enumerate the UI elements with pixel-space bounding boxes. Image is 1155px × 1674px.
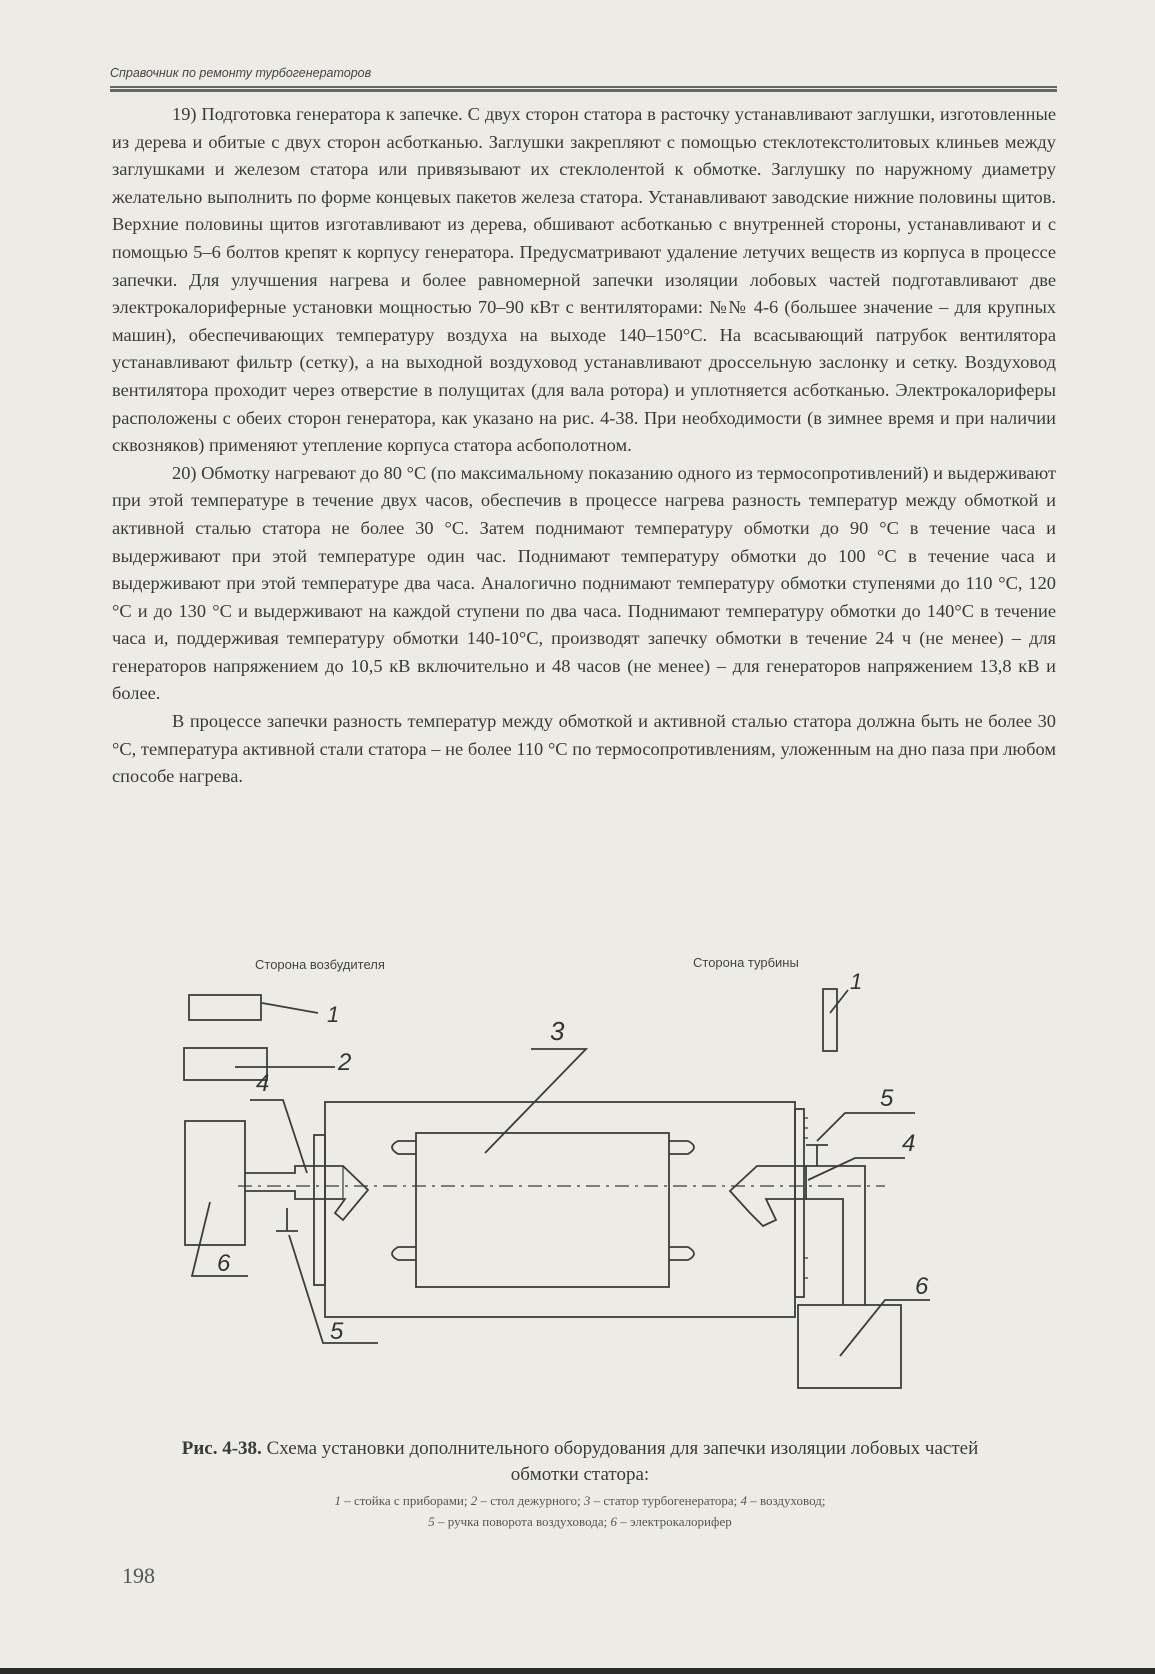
legend-text: – статор турбогенератора; xyxy=(590,1493,741,1508)
label-6-left: 6 xyxy=(217,1250,231,1277)
installation-diagram xyxy=(180,958,1000,1428)
legend-num: 4 xyxy=(740,1493,747,1508)
paragraph: 20) Обмотку нагревают до 80 °С (по максимальному показанию одного из термосопротивлений) и выдерживают при этой температуре в течение двух часов, обеспечив в процессе нагрева разность температур между обмоткой и активной сталью статора не более 30 °С. Затем поднимают температуру обмотки до 90 °С в течение часа и выдерживают при этой температуре один час. Поднимают температуру обмотки до 100 °С в течение часа и выдерживают при этой температуре два часа. Аналогично поднимают температуру обмотки ступенями до 110 °С, 120 °С и до 130 °С и выдерживают на каждой ступени по два часа. Поднимают температуру обмотки до 140°С в течение часа и, поддерживая температуру обмотки 140-10°С, производят запечку обмотки в течение 24 ч (не менее) – для генераторов напряжением до 10,5 кВ включительно и 48 часов (не менее) – для генераторов напряжением 13,8 кВ и более. xyxy=(112,462,1056,704)
instrument-stand-right xyxy=(823,989,837,1051)
leader-line xyxy=(840,1300,930,1356)
leader-line xyxy=(830,990,848,1013)
legend-text: – ручка поворота воздуховода; xyxy=(434,1514,611,1529)
instrument-stand-left xyxy=(189,995,261,1020)
legend-num: 2 xyxy=(470,1493,478,1508)
legend-num: 5 xyxy=(428,1514,435,1529)
page-number: 198 xyxy=(122,1563,155,1588)
stator-lug xyxy=(392,1247,416,1260)
label-6-right: 6 xyxy=(915,1273,929,1300)
figure-caption-text: Схема установки дополнительного оборудования для запечки изоляции лобовых частей обмотки статора: xyxy=(266,1438,979,1485)
stator-lug xyxy=(669,1247,694,1260)
legend-text: – воздуховод; xyxy=(746,1493,826,1508)
legend-text: – электрокалорифер xyxy=(616,1514,732,1529)
paragraph: 19) Подготовка генератора к запечке. С двух сторон статора в расточку устанавливают заглушки, изготовленные из дерева и обитые с двух сторон асботканью. Заглушки закрепляют с помощью стеклотекстолитовых клиньев между заглушками и железом статора или привязывают их стеклолентой к обмотке. Заглушку по наружному диаметру желательно выполнить по форме концевых пакетов железа статора. Устанавливают заводские нижние половины щитов. Верхние половины щитов изготавливают из дерева, обшивают асботканью с внутренней стороны, устанавливают и с помощью 5–6 болтов крепят к корпусу генератора. Предусматривают удаление летучих веществ из корпуса в процессе запечки. Для улучшения нагрева и более равномерной запечки изоляции лобовых частей подготавливают две электрокалориферные установки мощностью 70–90 кВт с вентиляторами: №№ 4-6 (большее значение – для крупных машин), обеспечивающих температуру воздуха на выходе 140–150°С. На всасывающий патрубок вентилятора устанавливают фильтр (сетку), а на выходной воздуховод устанавливают дроссельную заслонку и сетку. Воздуховод вентилятора проходит через отверстие в полущитах (для вала ротора) и уплотняется асботканью. Электрокалориферы расположены с обеих сторон генератора, как указано на рис. 4-38. При необходимости (в зимнее время и при наличии сквозняков) применяют утепление корпуса статора асбополотном. xyxy=(112,104,1056,456)
label-2: 2 xyxy=(338,1049,352,1076)
header-rule xyxy=(110,86,1057,92)
side-right-label: Сторона турбины xyxy=(693,958,799,970)
figure-caption xyxy=(180,1436,980,1488)
calorifer-right xyxy=(798,1305,901,1388)
legend-num: 6 xyxy=(610,1514,617,1529)
label-5-right: 5 xyxy=(880,1085,894,1112)
leader-line xyxy=(485,1049,586,1153)
end-shield-left xyxy=(314,1135,325,1285)
stator-lug xyxy=(392,1141,416,1154)
side-left-label: Сторона возбудителя xyxy=(255,958,385,972)
leader-line xyxy=(262,1003,318,1013)
leader-line xyxy=(817,1113,915,1141)
label-4-left: 4 xyxy=(256,1070,270,1097)
label-3: 3 xyxy=(550,1016,565,1046)
running-header: Справочник по ремонту турбогенераторов xyxy=(110,66,372,80)
scan-edge xyxy=(0,1668,1155,1674)
label-4-right: 4 xyxy=(902,1130,916,1157)
legend-text: – стойка с приборами; xyxy=(341,1493,471,1508)
legend-text: – стол дежурного; xyxy=(477,1493,584,1508)
label-1-right: 1 xyxy=(850,969,863,994)
label-1-left: 1 xyxy=(327,1002,340,1027)
calorifer-left xyxy=(185,1121,245,1245)
generator-housing xyxy=(325,1102,795,1317)
end-shield-right xyxy=(795,1109,804,1297)
label-5-left: 5 xyxy=(330,1318,344,1345)
duct-handle-right xyxy=(806,1145,828,1166)
air-duct-right-riser xyxy=(806,1166,865,1305)
air-duct-left xyxy=(245,1166,368,1220)
stator-lug xyxy=(669,1141,694,1154)
leader-line xyxy=(808,1158,905,1180)
operator-table xyxy=(184,1048,267,1080)
legend-num: 3 xyxy=(583,1493,591,1508)
leader-line xyxy=(250,1100,307,1173)
duct-handle-left xyxy=(276,1208,298,1231)
figure-legend xyxy=(180,1490,980,1532)
stator-core xyxy=(416,1133,669,1287)
legend-num: 1 xyxy=(334,1493,342,1508)
body-text xyxy=(112,101,1056,791)
paragraph: В процессе запечки разность температур между обмоткой и активной сталью статора должна быть не более 30 °С, температура активной стали статора – не более 110 °С по термосопротивлениям, уложенным на дно паза при любом способе нагрева. xyxy=(112,711,1056,787)
figure-number: Рис. 4-38. xyxy=(181,1438,262,1459)
